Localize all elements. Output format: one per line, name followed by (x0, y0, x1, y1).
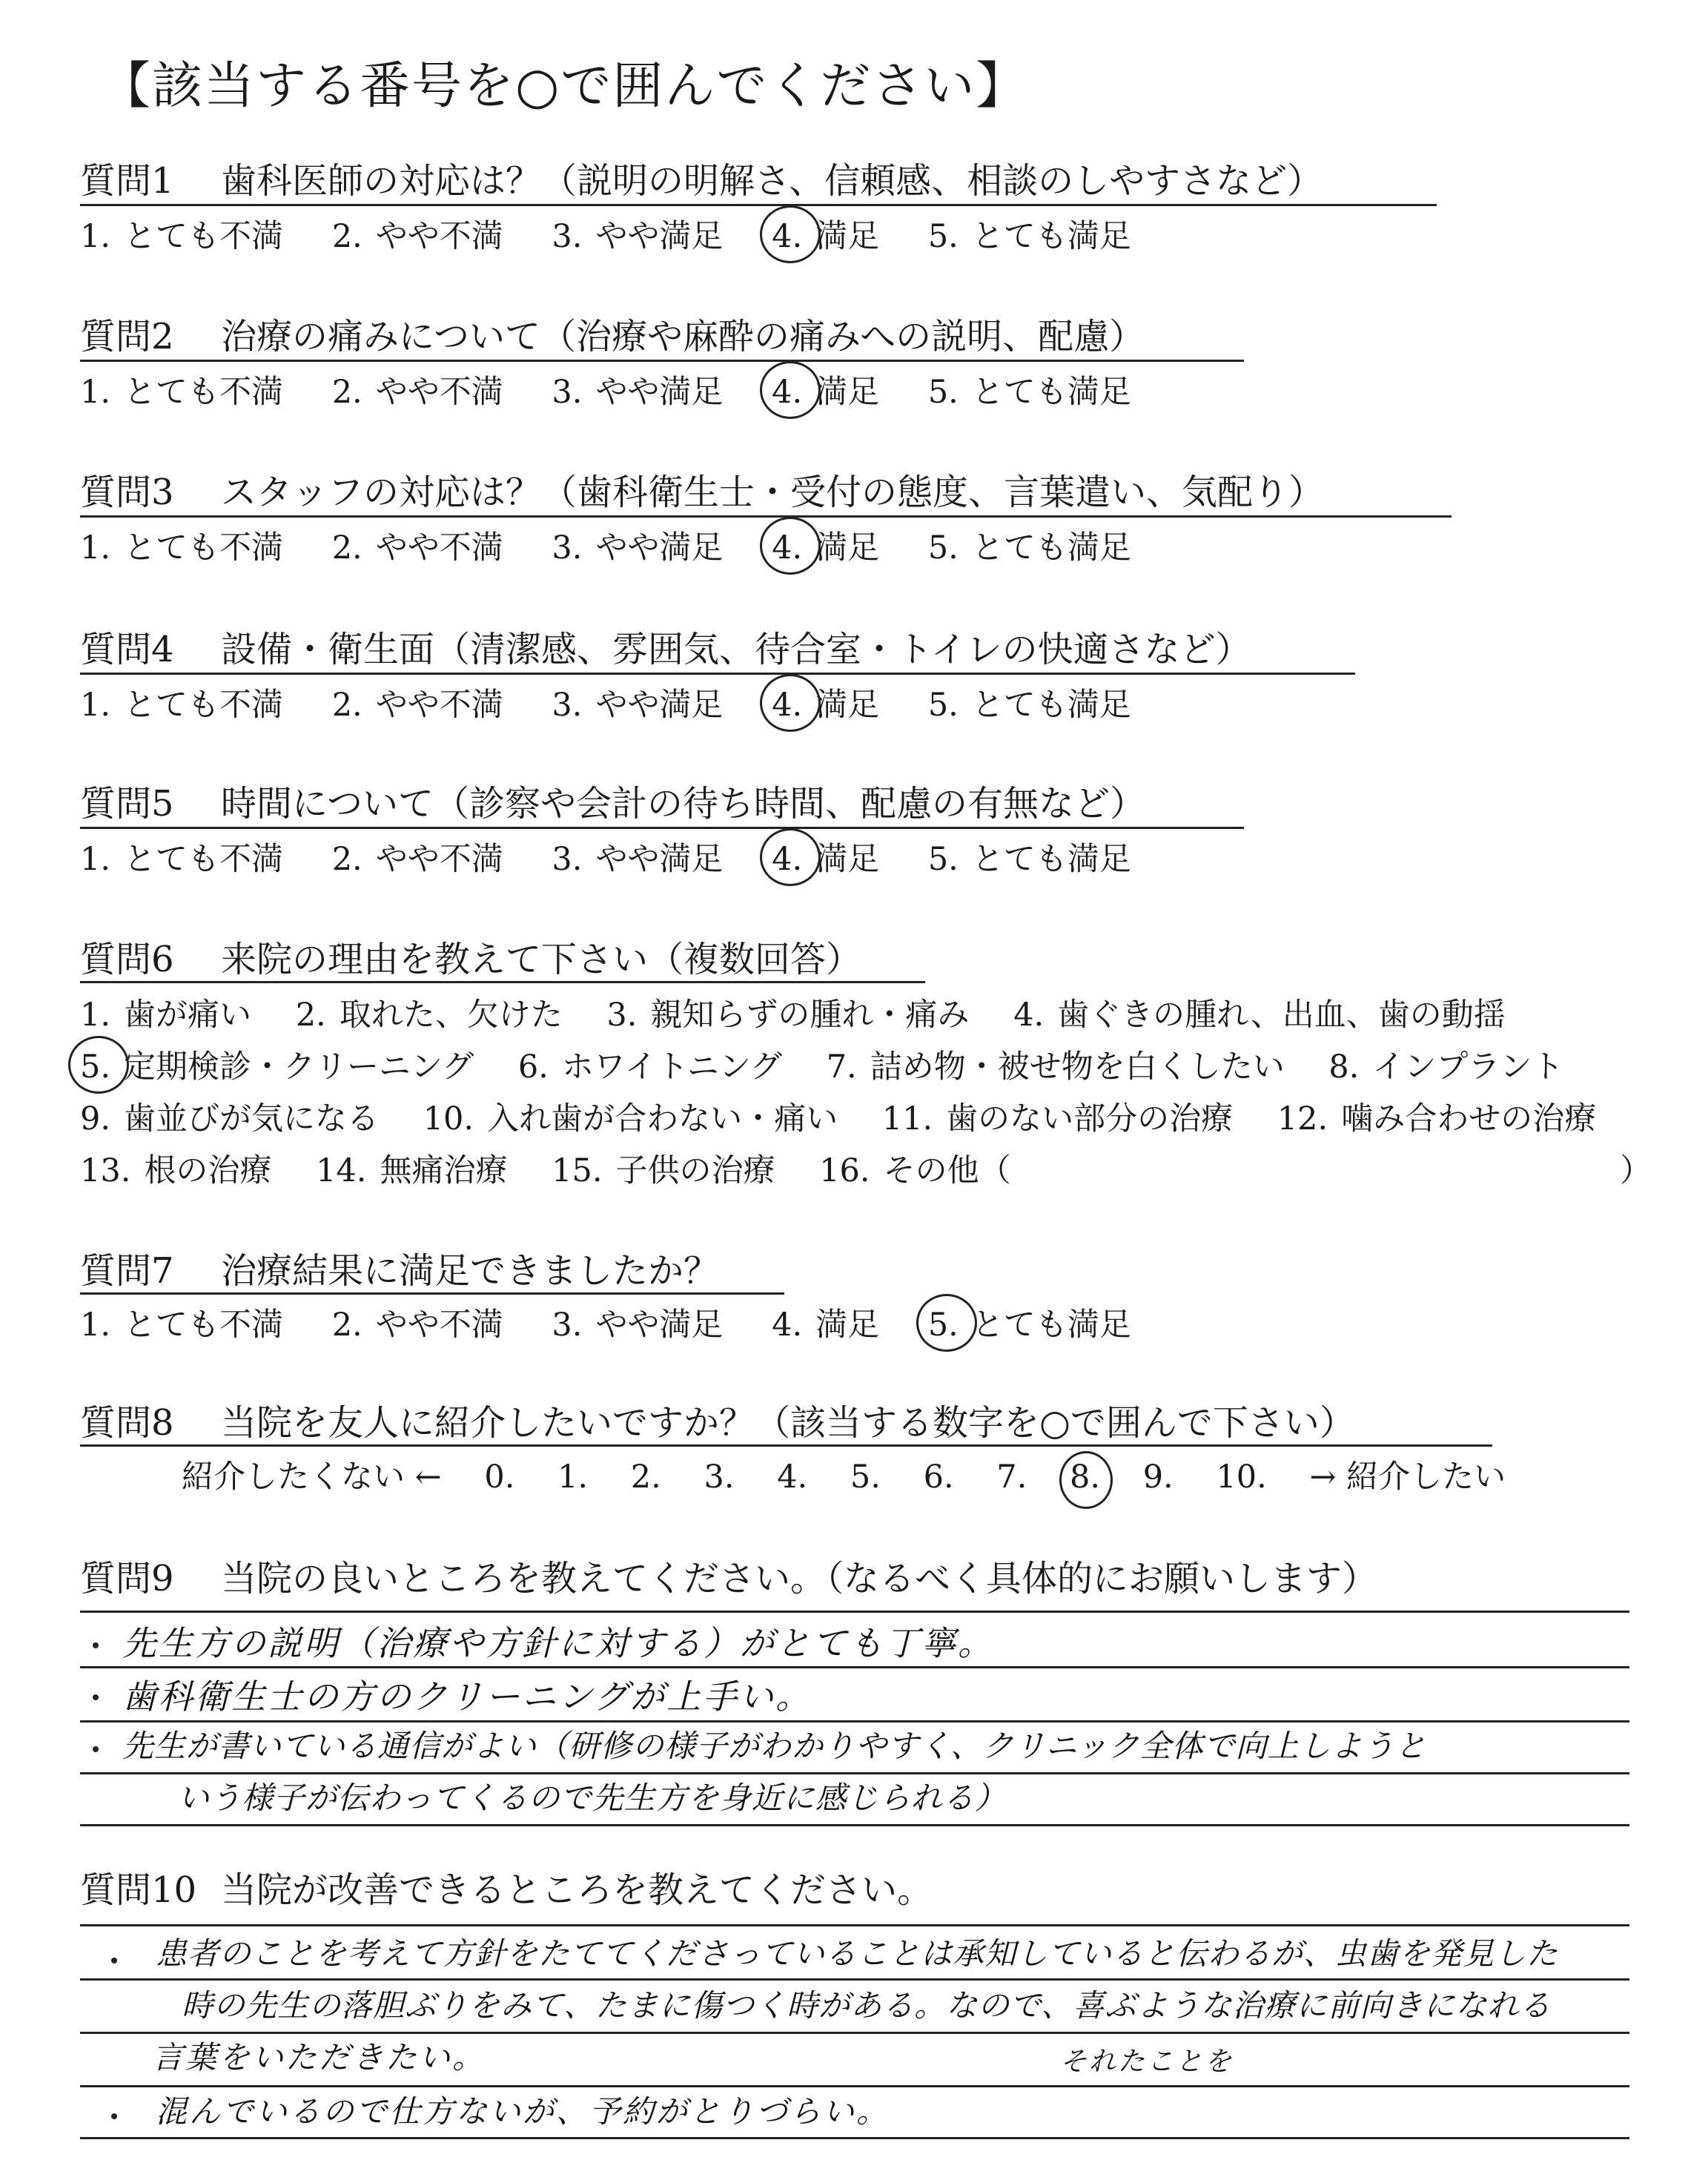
question-text: 来院の理由を教えて下さい（複数回答） (221, 939, 862, 980)
scale-5[interactable]: 5. (850, 1459, 881, 1496)
answer-line (80, 1611, 1629, 1613)
scale-3[interactable]: 3. (704, 1459, 735, 1496)
option-1[interactable]: 1. とても不満 (80, 1307, 284, 1344)
question-number: 質問6 (80, 939, 174, 980)
reason-2[interactable]: 2. 取れた、欠けた (295, 997, 563, 1034)
answer-line (80, 1924, 1629, 1926)
question-number: 質問8 (80, 1402, 174, 1444)
option-4[interactable]: 4. 満足 (772, 1307, 880, 1344)
scale-1[interactable]: 1. (557, 1459, 589, 1496)
question-text: 歯科医師の対応は？（説明の明解さ、信頼感、相談のしやすさなど） (221, 160, 1323, 202)
question-8 (80, 1394, 1355, 1445)
reason-8[interactable]: 8. インプラント (1328, 1048, 1564, 1086)
option-2[interactable]: 2. やや不満 (331, 687, 503, 724)
question-number: 質問10 (80, 1869, 197, 1911)
q10-answer-4: 混んでいるので仕方ないが、予約がとりづらい。 (156, 2093, 890, 2130)
option-2[interactable]: 2. やや不満 (331, 374, 503, 411)
question-text: 時間について（診察や会計の待ち時間、配慮の有無など） (221, 783, 1146, 825)
reason-4[interactable]: 4. 歯ぐきの腫れ、出血、歯の動揺 (1013, 997, 1506, 1034)
reason-16[interactable]: 16. その他（ (819, 1152, 1011, 1189)
option-4-selected[interactable]: 4. 満足 (772, 218, 880, 255)
answer-line (80, 1666, 1629, 1668)
question-2 (80, 308, 1145, 359)
underline (80, 360, 1244, 362)
bullet (93, 1694, 99, 1700)
question-3 (80, 463, 1324, 515)
option-1[interactable]: 1. とても不満 (80, 841, 284, 878)
page-title: 【該当する番号を○で囲んでください】 (100, 57, 1028, 116)
option-5[interactable]: 5. とても満足 (927, 841, 1131, 878)
question-1 (80, 152, 1323, 203)
underline (80, 204, 1437, 206)
question-text: 設備・衛生面（清潔感、雰囲気、待合室・トイレの快適さなど） (221, 629, 1251, 670)
option-2[interactable]: 2. やや不満 (331, 529, 503, 567)
q10-answer-1: 患者のことを考えて方針をたててくださっていることは承知していると伝わるが、虫歯を発見した (156, 1935, 1559, 1972)
option-1[interactable]: 1. とても不満 (80, 218, 284, 255)
q3-options (80, 523, 1170, 568)
reason-7[interactable]: 7. 詰め物・被せ物を白くしたい (826, 1048, 1285, 1086)
option-2[interactable]: 2. やや不満 (331, 1307, 503, 1344)
option-3[interactable]: 3. やや満足 (552, 841, 724, 878)
bullet (93, 1746, 99, 1752)
reason-13[interactable]: 13. 根の治療 (80, 1152, 272, 1189)
answer-line (80, 2137, 1629, 2139)
underline (80, 515, 1452, 518)
question-4 (80, 621, 1251, 672)
option-5[interactable]: 5. とても満足 (927, 218, 1131, 255)
underline (80, 981, 925, 983)
q6-row-1 (80, 990, 1540, 1035)
option-1[interactable]: 1. とても不満 (80, 687, 284, 724)
q2-options (80, 367, 1170, 412)
q9-answer-1: 先生方の説明（治療や方針に対する）がとても丁寧。 (122, 1623, 994, 1663)
option-1[interactable]: 1. とても不満 (80, 374, 284, 411)
option-4-selected[interactable]: 4. 満足 (772, 529, 880, 567)
q9-answer-2: 歯科衛生士の方のクリーニングが上手い。 (122, 1677, 812, 1717)
scale-right-label: → 紹介したい (1309, 1459, 1506, 1496)
question-number: 質問2 (80, 316, 174, 357)
reason-6[interactable]: 6. ホワイトニング (517, 1048, 783, 1086)
question-text: 当院を友人に紹介したいですか？（該当する数字を○で囲んで下さい） (221, 1402, 1355, 1444)
scale-8-selected[interactable]: 8. (1070, 1459, 1101, 1496)
question-number: 質問3 (80, 472, 174, 513)
scale-9[interactable]: 9. (1142, 1459, 1174, 1496)
scale-7[interactable]: 7. (996, 1459, 1027, 1496)
option-4-selected[interactable]: 4. 満足 (772, 374, 880, 411)
answer-line (80, 1824, 1629, 1826)
underline (80, 1444, 1492, 1447)
reason-12[interactable]: 12. 噛み合わせの治療 (1277, 1100, 1597, 1137)
question-6 (80, 931, 861, 982)
question-number: 質問9 (80, 1558, 174, 1599)
option-5[interactable]: 5. とても満足 (927, 687, 1131, 724)
question-7 (80, 1242, 719, 1293)
option-3[interactable]: 3. やや満足 (552, 374, 724, 411)
scale-left-label: 紹介したくない ← (182, 1459, 442, 1496)
question-5 (80, 775, 1145, 826)
option-2[interactable]: 2. やや不満 (331, 218, 503, 255)
reason-3[interactable]: 3. 親知らずの腫れ・痛み (606, 997, 970, 1034)
scale-6[interactable]: 6. (923, 1459, 954, 1496)
q5-options (80, 834, 1170, 879)
q9-answer-4: いう様子が伝わってくるので先生方を身近に感じられる） (178, 1780, 1007, 1816)
option-3[interactable]: 3. やや満足 (552, 687, 724, 724)
scale-4[interactable]: 4. (777, 1459, 808, 1496)
option-5[interactable]: 5. とても満足 (927, 529, 1131, 567)
option-4-selected[interactable]: 4. 満足 (772, 687, 880, 724)
reason-10[interactable]: 10. 入れ歯が合わない・痛い (423, 1100, 838, 1137)
question-number: 質問1 (80, 160, 174, 202)
scale-10[interactable]: 10. (1216, 1459, 1267, 1496)
option-5-selected[interactable]: 5. とても満足 (927, 1307, 1131, 1344)
question-text: 当院の良いところを教えてください。（なるべく具体的にお願いします） (221, 1558, 1378, 1599)
reason-14[interactable]: 14. 無痛治療 (316, 1152, 508, 1189)
recommend-scale (182, 1452, 1506, 1497)
option-5[interactable]: 5. とても満足 (927, 374, 1131, 411)
underline (80, 673, 1355, 675)
question-10 (80, 1861, 933, 1912)
option-3[interactable]: 3. やや満足 (552, 529, 724, 567)
question-number: 質問4 (80, 629, 174, 670)
reason-1[interactable]: 1. 歯が痛い (80, 997, 252, 1034)
option-3[interactable]: 3. やや満足 (552, 1307, 724, 1344)
option-3[interactable]: 3. やや満足 (552, 218, 724, 255)
reason-15[interactable]: 15. 子供の治療 (552, 1152, 775, 1189)
bullet (111, 2113, 117, 2119)
option-1[interactable]: 1. とても不満 (80, 529, 284, 567)
reason-11[interactable]: 11. 歯のない部分の治療 (881, 1100, 1234, 1137)
close-paren: ） (1620, 1152, 1652, 1189)
underline (80, 1292, 784, 1295)
question-number: 質問5 (80, 783, 174, 825)
q10-answer-3: 言葉をいただきたい。 (152, 2039, 486, 2075)
q6-row-4 (80, 1146, 1045, 1191)
q6-row-2 (80, 1042, 1598, 1087)
bullet (111, 1958, 117, 1964)
q10-insert-note: それたことを (1060, 2047, 1234, 2077)
q9-answer-3: 先生が書いている通信がよい（研修の様子がわかりやすく、クリニック全体で向上しようと (122, 1728, 1427, 1764)
q4-options (80, 680, 1170, 725)
question-text: スタッフの対応は？（歯科衛生士・受付の態度、言葉遣い、気配り） (221, 472, 1325, 513)
question-text: 治療結果に満足できましたか？ (221, 1250, 720, 1292)
option-2[interactable]: 2. やや不満 (331, 841, 503, 878)
reason-9[interactable]: 9. 歯並びが気になる (80, 1100, 380, 1137)
underline (80, 827, 1244, 829)
question-number: 質問7 (80, 1250, 174, 1292)
q6-row-3 (80, 1094, 1630, 1139)
question-text: 治療の痛みについて（治療や麻酔の痛みへの説明、配慮） (221, 316, 1145, 357)
bullet (93, 1642, 99, 1648)
reason-5-selected[interactable]: 5. 定期検診・クリーニング (80, 1048, 474, 1086)
answer-line (80, 1978, 1629, 1981)
scale-0[interactable]: 0. (484, 1459, 515, 1496)
scale-2[interactable]: 2. (630, 1459, 661, 1496)
q10-answer-2: 時の先生の落胆ぶりをみて、たまに傷つく時がある。なので、喜ぶような治療に前向きになれる (182, 1987, 1552, 2024)
question-9 (80, 1550, 1377, 1601)
option-4-selected[interactable]: 4. 満足 (772, 841, 880, 878)
q1-options (80, 211, 1170, 257)
q7-options (80, 1300, 1170, 1345)
question-text: 当院が改善できるところを教えてください。 (221, 1869, 933, 1911)
